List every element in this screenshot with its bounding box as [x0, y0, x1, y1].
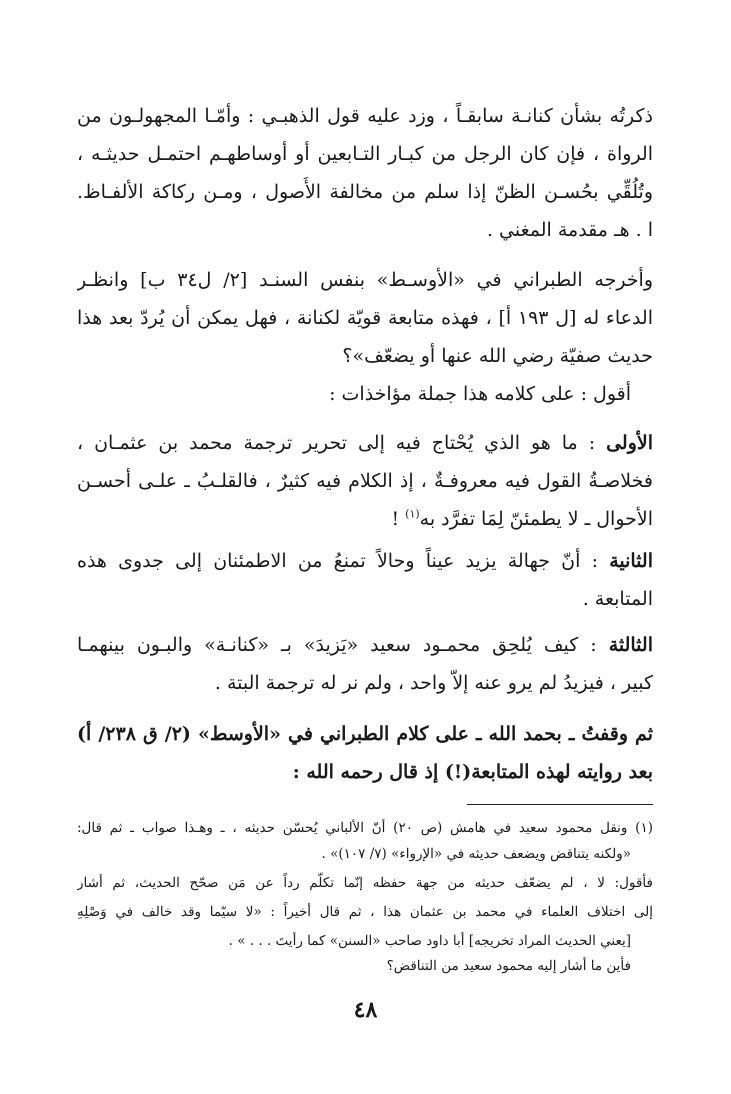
text-line: أقول : على كلامه هذا جملة مؤاخذات :	[329, 383, 631, 405]
footnote-line: «ولكنه يتناقض ويضعف حديثه في «الإرواء» (٧/ ١٠٧)» .	[321, 846, 631, 862]
footnote-line: [يعني الحديث المراد تخريجه] أبا داود صاحب «السنن» كما رأيتَ . . . » .	[228, 933, 631, 949]
text-line: كبير ، فيزيدُ لم يرو عنه إلاّ واحد ، ولم نر له ترجمة البتة .	[214, 672, 653, 694]
text-line: وأخرجه الطبراني في «الأوسـط» بنفس السنـد [٢/ ل٣٤ ب] وانظـر	[77, 269, 653, 291]
text-line: ذكرتُه بشأن كنانـة سابقـاً ، وزد عليه قول الذهبـي : وأمّـا المجهولـون من	[77, 105, 653, 127]
point-label-third: الثالثة	[608, 634, 653, 656]
text-line: ا . هـ مقدمة المغني .	[486, 219, 653, 241]
text-line: ثم وقفتُ ـ بحمد الله ـ على كلام الطبراني في «الأوسط» (٢/ ق ٢٣٨/ أ)	[77, 723, 653, 745]
footnote-line: فأقول: لا ، لم يضعّف حديثه من جهة حفظه إنّما تكلّم رداً عن مَن صحّح الحديث، ثم أشار	[77, 875, 653, 891]
footnote-ref: (١)	[405, 507, 420, 521]
text-line	[77, 630, 653, 660]
footnote-separator	[467, 804, 653, 805]
text-span: : كيف يُلحِق محمـود سعيد «يَزيدَ» بـ «كنانـة» والبـون بينهمـا	[77, 634, 609, 656]
text-line: الدعاء له [ل ١٩٣ أ] ، فهذه متابعة قويّة لكنانة ، فهل يمكن أن يُردّ بعد هذا	[77, 307, 653, 329]
text-span: : ما هو الذي يُحْتاج فيه إلى تحرير ترجمة محمد بن عثمـان ،	[77, 432, 607, 454]
point-label-second: الثانية	[609, 550, 653, 572]
point-label-first: الأولى	[606, 432, 653, 454]
text-line: بعد روايته لهذه المتابعة(!) إذ قال رحمه الله :	[292, 761, 653, 783]
text-span: !	[391, 508, 406, 530]
text-line: الرواة ، فإن كان الرجل من كبـار التـابعين أو أوساطهـم احتمـل حديثـه ،	[77, 143, 653, 165]
footnote-line: إلى اختلاف العلماء في محمد بن عثمان هذا ، ثم قال أخيراً : «لا سيّما وقد خالف في وَصْلِهِ	[77, 904, 653, 920]
text-line: حديث صفيّة رضي الله عنها أو يضعّف»؟	[342, 345, 653, 367]
page-number: ٤٨	[353, 997, 378, 1023]
text-line	[77, 428, 653, 458]
text-line	[77, 546, 653, 576]
footnote-line: (١) ونقل محمود سعيد في هامش (ص ٢٠) أنّ الألباني يُحسّن حديثه ، ـ وهـذا صواب ـ ثم قال:	[77, 820, 653, 836]
text-span: : أنّ جهالة يزيد عيناً وحالاً تمنعُ من الاطمئنان إلى جدوى هذه	[77, 550, 610, 572]
text-line: المتابعة .	[582, 588, 653, 610]
text-span: الأحوال ـ لا يطمئنّ لِمَا تفرَّد به	[419, 508, 653, 530]
text-line: وتُلُقِّي بحُسـن الظنّ إذا سلم من مخالفة الأُصول ، ومـن ركاكة الألفـاظ.	[77, 181, 653, 203]
footnote-line: فأين ما أشار إليه محمود سعيد من التناقض؟	[386, 958, 631, 974]
text-line: فخلاصـةُ القول فيه معروفـةٌ ، إذ الكلام فيه كثيرٌ ، فالقلـبُ ـ علـى أحسـن	[77, 470, 653, 492]
text-line	[77, 504, 653, 534]
